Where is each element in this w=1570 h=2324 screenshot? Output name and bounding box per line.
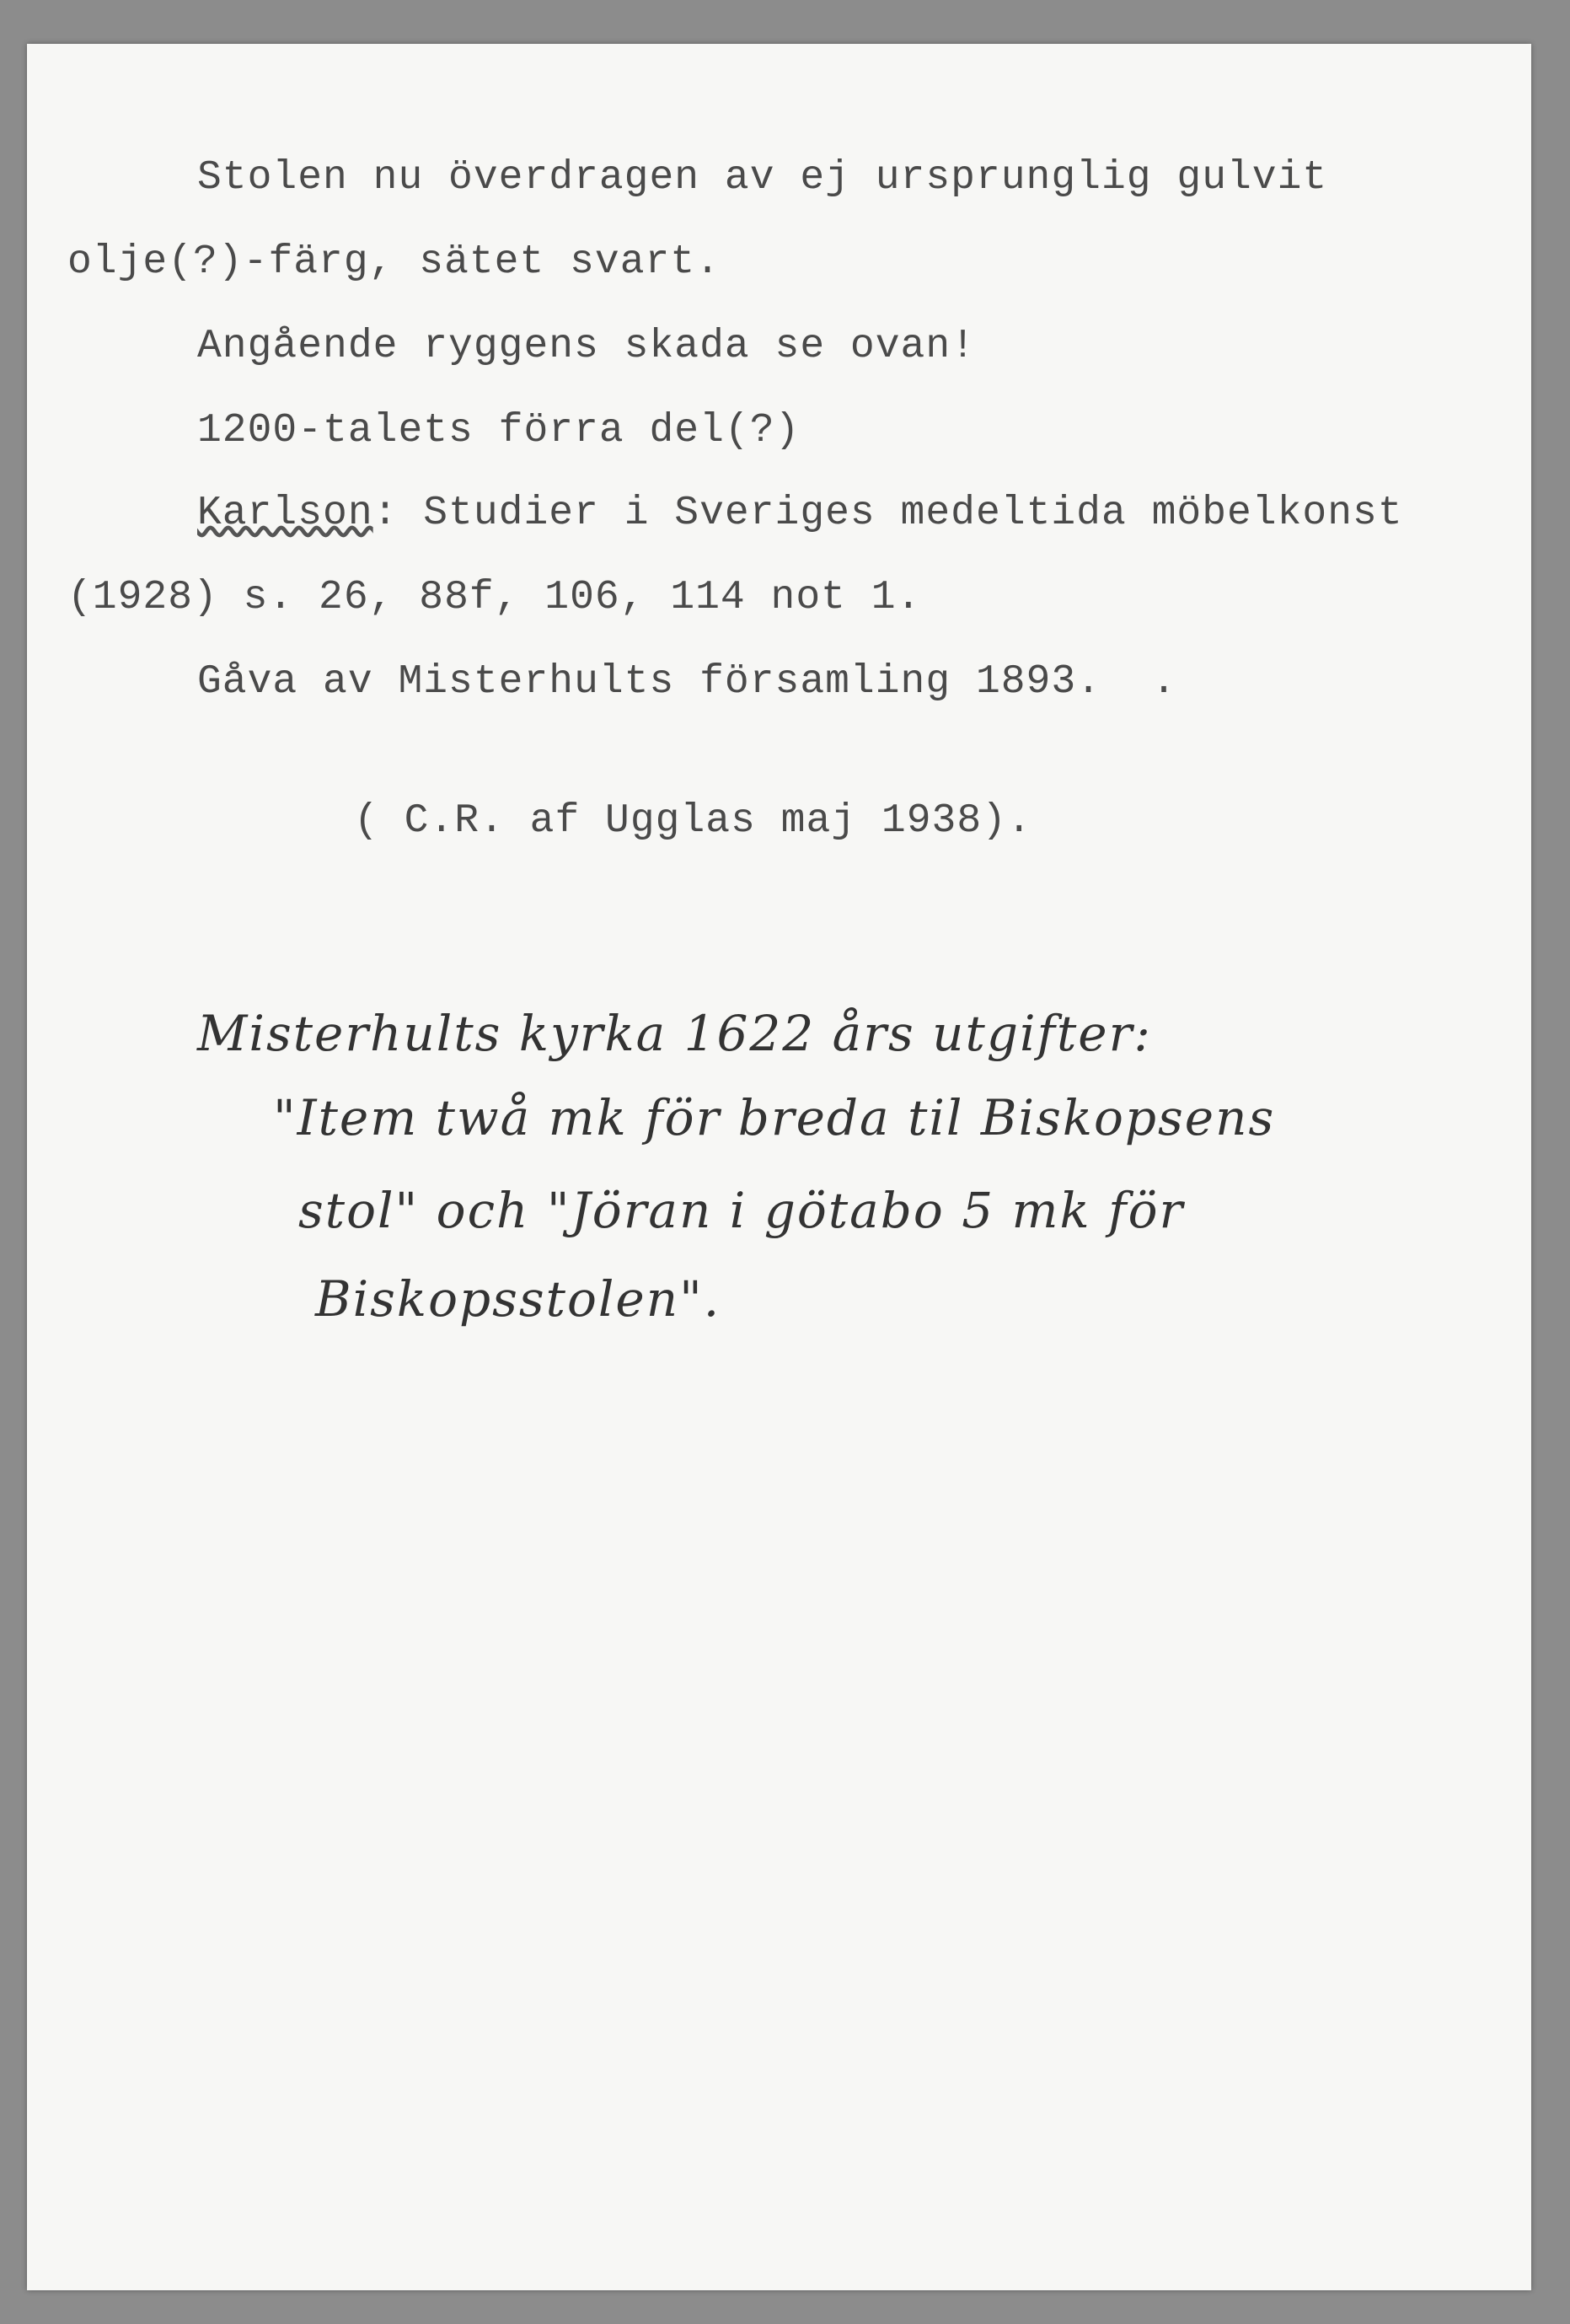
- typed-signature-line: ( C.R. af Ugglas maj 1938).: [354, 798, 1032, 844]
- archive-card: [27, 44, 1531, 2290]
- author-name: Karlson: [197, 491, 373, 536]
- handwritten-line-1: Misterhults kyrka 1622 års utgifter:: [197, 1005, 1152, 1062]
- handwritten-line-2: "Item twå mk för breda til Biskopsens: [273, 1089, 1276, 1146]
- typed-line-6: (1928) s. 26, 88f, 106, 114 not 1.: [67, 575, 922, 620]
- typed-line-1: Stolen nu överdragen av ej ursprunglig gulvit: [197, 155, 1328, 201]
- handwritten-line-4: Biskopsstolen".: [315, 1270, 721, 1328]
- typed-line-4: 1200-talets förra del(?): [197, 408, 801, 454]
- typed-line-2: olje(?)-färg, sätet svart.: [67, 239, 721, 285]
- handwritten-line-3: stol" och "Jöran i götabo 5 mk för: [298, 1182, 1185, 1239]
- typed-line-7: Gåva av Misterhults församling 1893. .: [197, 659, 1177, 705]
- reference-title: : Studier i Sveriges medeltida möbelkonst: [372, 491, 1403, 536]
- typed-line-3: Angående ryggens skada se ovan!: [197, 324, 976, 369]
- typed-line-5: [197, 491, 1403, 536]
